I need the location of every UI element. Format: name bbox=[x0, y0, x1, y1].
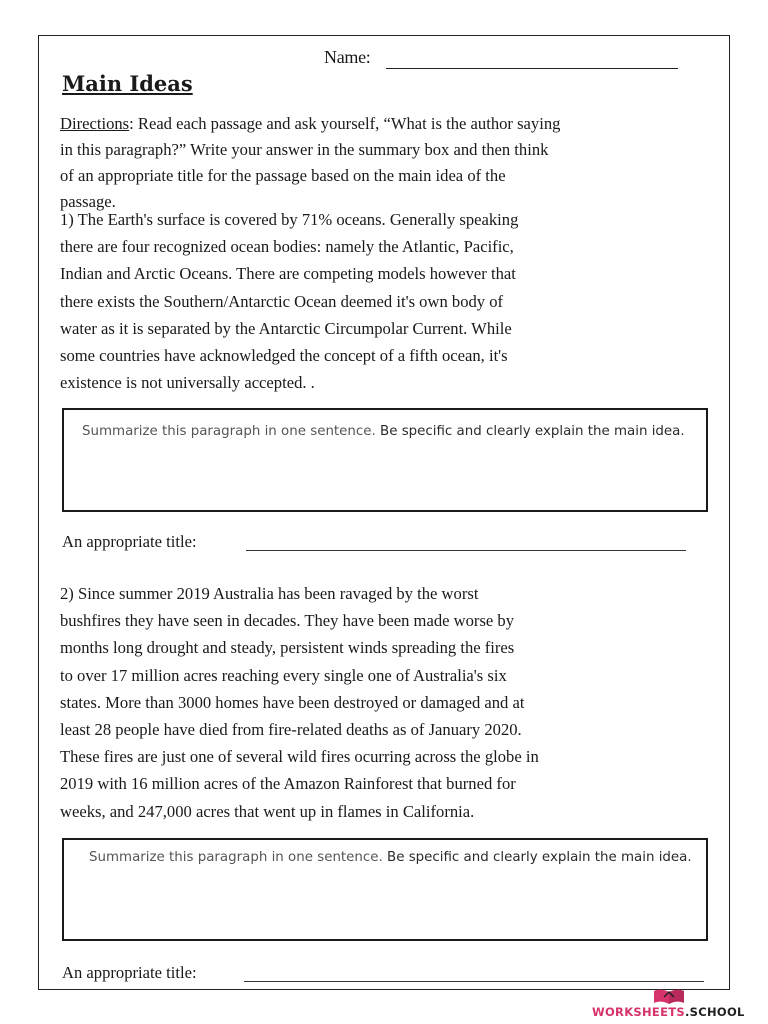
directions-label: Directions bbox=[60, 114, 130, 133]
summary-box-2[interactable] bbox=[62, 838, 708, 941]
logo-text bbox=[592, 1005, 745, 1019]
summary-prompt-part-a: Summarize this paragraph in one sentence. bbox=[89, 850, 383, 865]
summary-prompt-part-a: Summarize this paragraph in one sentence. bbox=[82, 424, 376, 439]
passage-2: 2) Since summer 2019 Australia has been ravaged by the worst bushfires they have seen in decades. They have been made worse by months long drought and steady, persistent winds spreading the fires to over 17 million acres reaching every single one of Australia's six states. More than 3000 homes have been destroyed or damaged and at least 28 people have died from fire-related deaths as of January 2020. These fires are just one of several wild fires ocurring across the globe in 2019 with 16 million acres of the Amazon Rainforest that burned for weeks, and 247,000 acres that went up in flames in California. bbox=[60, 584, 539, 821]
passage-1: 1) The Earth's surface is covered by 71% oceans. Generally speaking there are four recognized ocean bodies: namely the Atlantic, Pacific, Indian and Arctic Oceans. There are competing models however that there exists the Southern/Antarctic Ocean deemed it's own body of water as it is separated by the Antarctic Circumpolar Current. While some countries have acknowledged the concept of a fifth ocean, it's existence is not universally accepted. . bbox=[60, 210, 519, 393]
title-label-1: An appropriate title: bbox=[62, 532, 197, 551]
title-label-2: An appropriate title: bbox=[62, 963, 197, 982]
summary-prompt bbox=[82, 424, 685, 439]
open-book-icon bbox=[652, 988, 686, 1006]
summary-prompt bbox=[89, 850, 692, 865]
logo-text-part-b: .SCHOOL bbox=[684, 1005, 745, 1019]
summary-box-1[interactable] bbox=[62, 408, 708, 512]
summary-prompt-part-b: Be specific and clearly explain the main idea. bbox=[375, 424, 685, 439]
page-title: Main Ideas bbox=[62, 71, 193, 96]
name-field[interactable] bbox=[386, 68, 678, 69]
worksheets-school-logo bbox=[592, 988, 745, 1020]
title-field-1[interactable] bbox=[246, 550, 686, 551]
summary-prompt-part-b: Be specific and clearly explain the main idea. bbox=[382, 850, 692, 865]
directions-text: : Read each passage and ask yourself, “What is the author saying in this paragraph?” Write your answer in the summary box and then think of an appropriate title for the passage based on the main idea of the passage. bbox=[60, 114, 561, 211]
title-field-2[interactable] bbox=[244, 981, 704, 982]
logo-text-part-a: WORKSHEETS bbox=[592, 1005, 685, 1019]
name-label: Name: bbox=[324, 47, 371, 67]
directions bbox=[60, 111, 720, 215]
